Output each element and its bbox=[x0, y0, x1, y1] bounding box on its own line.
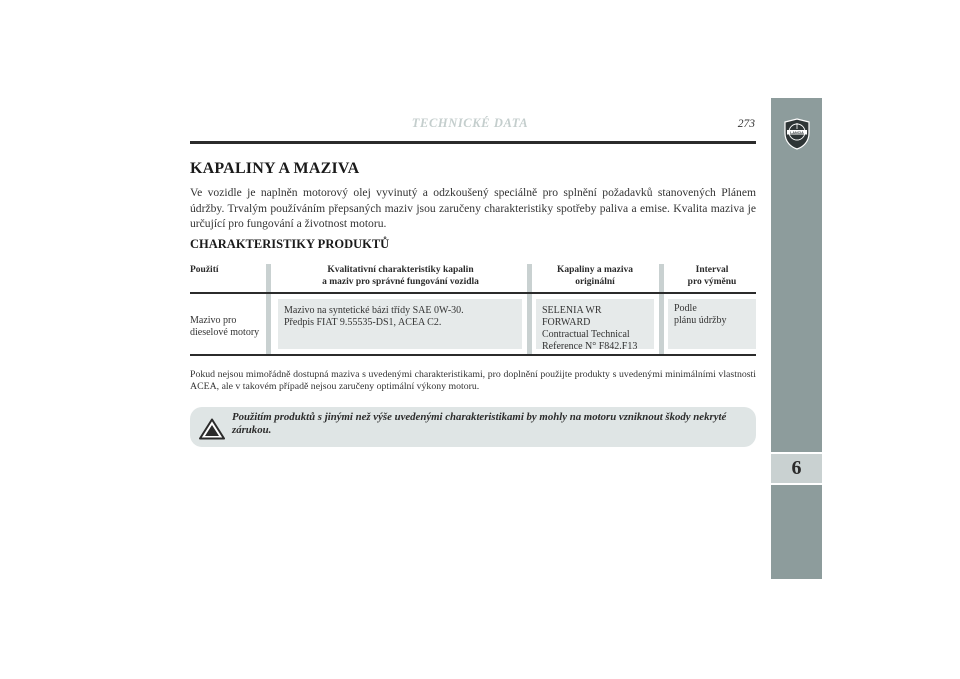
header-fluids-line2: originální bbox=[575, 277, 615, 287]
header-quality-line2: a maziv pro správné fungování vozidla bbox=[322, 277, 479, 287]
cell-quality-line1: Mazivo na syntetické bázi třídy SAE 0W-30. bbox=[284, 305, 464, 316]
side-band bbox=[771, 98, 822, 579]
cell-quality bbox=[278, 299, 522, 349]
row-use-line2: dieselové motory bbox=[190, 327, 260, 338]
section-subtitle: CHARAKTERISTIKY PRODUKTŮ bbox=[190, 237, 390, 251]
page-number: 273 bbox=[737, 118, 755, 130]
warning-triangle-icon bbox=[199, 418, 225, 440]
intro-paragraph: Ve vozidle je naplněn motorový olej vyvinutý a odzkoušený speciálně pro splnění požadavků stanovených Plánem údržby. Trvalým používáním přepsaných maziv jsou zaručeny charakteristiky spotřeby paliva a emise. Kvalita maziva je určující pro fungování a životnost motoru. bbox=[190, 186, 756, 231]
cell-quality-line2: Předpis FIAT 9.55535-DS1, ACEA C2. bbox=[284, 317, 442, 328]
header-quality bbox=[278, 264, 523, 288]
cell-fluid-line1: SELENIA WR FORWARD bbox=[542, 305, 602, 328]
column-separator bbox=[527, 264, 532, 354]
cell-interval-line1: Podle bbox=[674, 303, 697, 314]
cell-fluid bbox=[536, 299, 654, 352]
chapter-number: 6 bbox=[791, 457, 802, 479]
warning-text: Použitím produktů s jinými než výše uvedenými charakteristikami by mohly na motoru vzniknout škody nekryté zárukou. bbox=[232, 411, 727, 436]
table-bottom-rule bbox=[190, 354, 756, 356]
header-fluids-line1: Kapaliny a maziva bbox=[556, 265, 633, 275]
column-separator bbox=[266, 264, 271, 354]
section-title: KAPALINY A MAZIVA bbox=[190, 160, 360, 177]
lancia-logo-icon bbox=[783, 118, 811, 150]
header-use: Použití bbox=[190, 265, 219, 275]
header-rule bbox=[190, 141, 756, 144]
row-label-use bbox=[190, 315, 259, 339]
cell-fluid-line2: Contractual Technical bbox=[542, 329, 630, 340]
header-fluids bbox=[536, 264, 654, 288]
cell-fluid-line3: Reference N° F842.F13 bbox=[542, 341, 638, 352]
header-quality-line1: Kvalitativní charakteristiky kapalin bbox=[327, 265, 474, 275]
header-interval-line1: Interval bbox=[695, 265, 729, 275]
table-header-rule bbox=[190, 292, 756, 294]
cell-interval bbox=[668, 299, 756, 349]
row-use-line1: Mazivo pro bbox=[190, 315, 237, 326]
cell-interval-line2: plánu údržby bbox=[674, 315, 727, 326]
header-interval-line2: pro výměnu bbox=[687, 277, 737, 287]
running-title: TECHNICKÉ DATA bbox=[411, 116, 529, 130]
chapter-tab bbox=[771, 452, 822, 485]
header-interval bbox=[668, 264, 756, 288]
column-separator bbox=[659, 264, 664, 354]
note-paragraph: Pokud nejsou mimořádně dostupná maziva s uvedenými charakteristikami, pro doplnění použijte produkty s uvedenými minimálními vlastnosti ACEA, ale v takovém případě nejsou zaručeny optimální výkony motoru. bbox=[190, 369, 756, 392]
logo-text: LANCIA bbox=[790, 130, 804, 135]
